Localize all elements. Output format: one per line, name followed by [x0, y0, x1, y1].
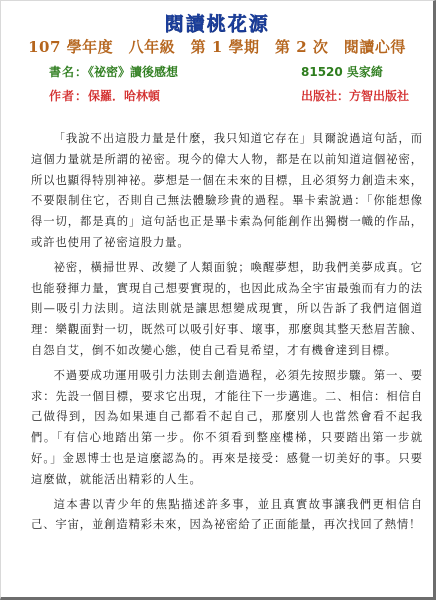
essay-body [31, 129, 423, 540]
essay-paragraph: 「我說不出這股力量是什麼，我只知道它存在」貝爾說過這句話，而這個力量就是所謂的祕密。現今的偉大人物，都是在以前知道這個祕密，所以也顯得特別神祕。夢想是一個在未來的目標，且必須努力創造未來，不要限制住它，否則自己無法體驗珍貴的過程。畢卡索說過：「你能想像得一切，都是真的」這句話也正是畢卡索為何能創作出獨樹一幟的作品，或許也使用了祕密這股力量。 [31, 132, 423, 249]
document-subtitle: 107 學年度 八年級 第 1 學期 第 2 次 閱讀心得 [28, 38, 406, 56]
publisher-info [301, 87, 409, 104]
book-label: 書名： [49, 65, 89, 79]
document-title: 閱讀桃花源 [164, 13, 270, 35]
book-title: 《祕密》讀後感想 [88, 65, 179, 79]
student-info: 81520 吳家綺 [301, 65, 383, 79]
essay-paragraph: 這本書以青少年的焦點描述許多事，並且真實故事讓我們更相信自己、宇宙，並創造精彩未來，因為祕密給了正面能量，再次找回了熱情！ [31, 497, 423, 532]
essay-paragraph: 不過要成功運用吸引力法則去創造過程，必須先按照步驟。第一、要求：先設一個目標，要求它出現，才能往下一步邁進。二、相信：相信自己做得到，因為如果連自己都看不起自己，那麼別人也當然會看不起我們。「有信心地踏出第一步。你不須看到整座樓梯，只要踏出第一步就好。」金恩博士也是這麼認為的。再來是接受：感覺一切美好的事。只要這麼做，就能活出精彩的人生。 [31, 368, 423, 486]
book-info [49, 63, 178, 80]
publisher-name: 方智出版社 [349, 89, 410, 103]
author-info [49, 87, 160, 104]
author-label: 作者： [49, 89, 89, 103]
publisher-label: 出版社： [301, 89, 350, 103]
author-name: 保羅．哈林頓 [88, 89, 161, 103]
essay-paragraph: 祕密，橫掃世界、改變了人類面貌；喚醒夢想，助我們美夢成真。它也能發揮力量，實現自己想要實現的，也因此成為全宇宙最強而有力的法則—吸引力法則。這法則就是讓思想變成現實，所以告訴了我們這個道理：樂觀面對一切，既然可以吸引好事、壞事，那麼與其整天愁眉苦臉、自怨自艾，倒不如改變心態，使自己看見希望，才有機會達到目標。 [31, 260, 423, 357]
